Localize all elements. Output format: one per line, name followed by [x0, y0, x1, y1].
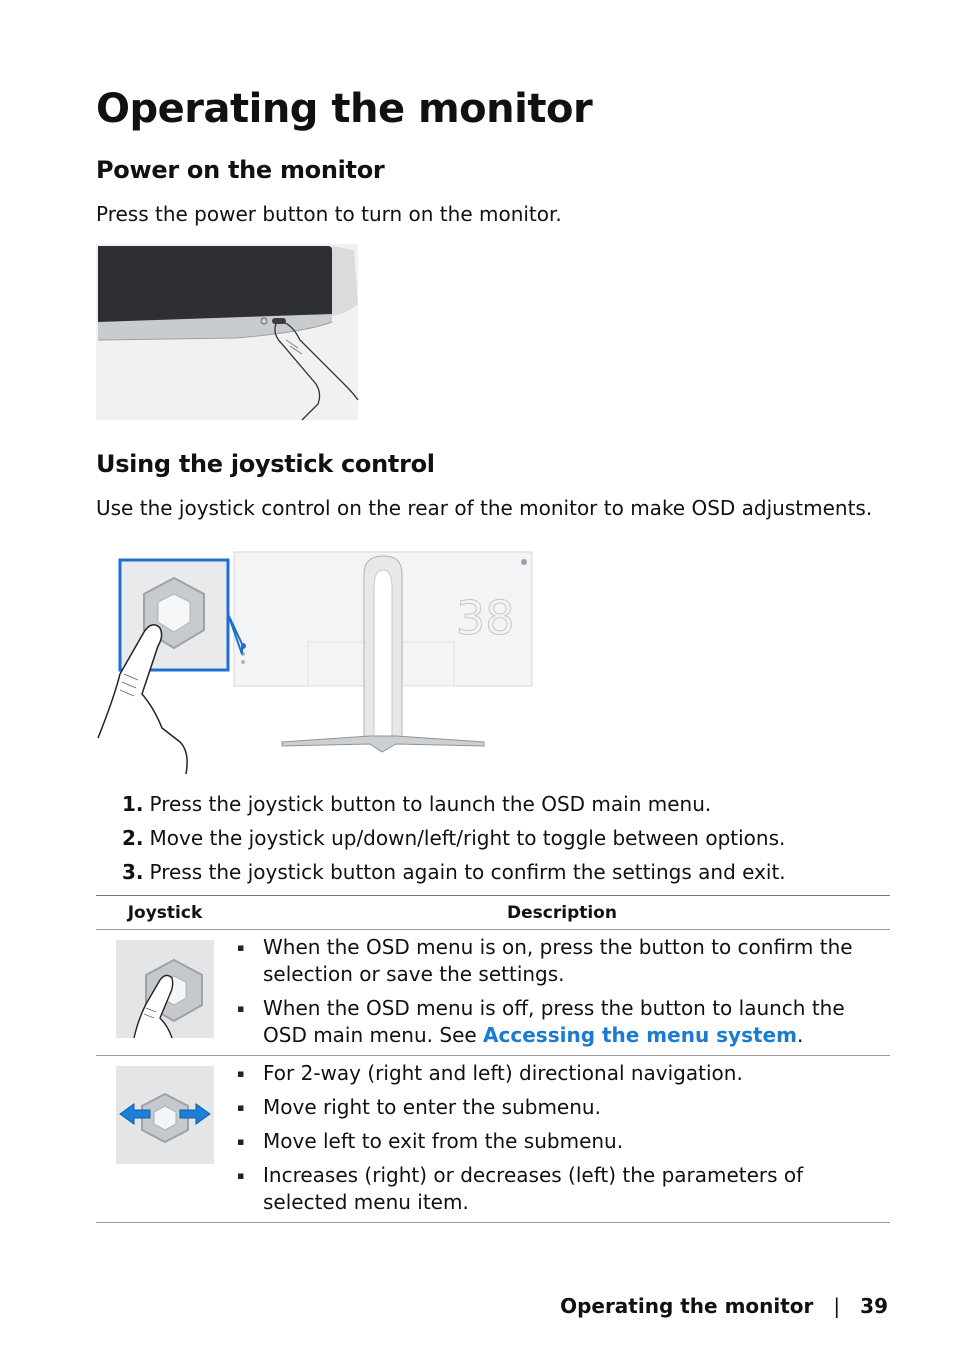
step-number: 2.: [122, 826, 144, 850]
joystick-rear-illustration: [96, 548, 536, 780]
step-item: [122, 824, 882, 858]
bullet-text: Increases (right) or decreases (left) the parameters of selected menu item.: [263, 1163, 804, 1214]
column-header-joystick: Joystick: [96, 896, 234, 930]
joystick-table: [96, 895, 890, 1223]
list-item: [234, 995, 890, 1049]
step-number: 3.: [122, 860, 144, 884]
page-title: Operating the monitor: [96, 86, 593, 132]
bullet-text: Move left to exit from the submenu.: [263, 1129, 624, 1153]
list-item: [234, 1094, 890, 1121]
table-row: [96, 1056, 890, 1223]
step-text: Move the joystick up/down/left/right to toggle between options.: [149, 826, 786, 850]
bullet-text: When the OSD menu is on, press the button to confirm the selection or save the settings.: [263, 935, 853, 986]
list-item: [234, 934, 890, 988]
table-row: [96, 930, 890, 1056]
joystick-cell: [96, 930, 234, 1056]
joystick-instruction: Use the joystick control on the rear of the monitor to make OSD adjustments.: [96, 496, 873, 520]
bullet-trailing-text: .: [796, 1023, 804, 1047]
bullet-text: For 2-way (right and left) directional navigation.: [263, 1061, 743, 1085]
bullet-text: When the OSD menu is off, press the button to launch the OSD main menu. See: [263, 996, 845, 1047]
section-heading-joystick: Using the joystick control: [96, 450, 435, 478]
description-cell: [234, 1056, 890, 1223]
description-cell: [234, 930, 890, 1056]
list-item: [234, 1060, 890, 1087]
list-item: [234, 1162, 890, 1216]
table-header-row: [96, 896, 890, 930]
column-header-description: Description: [234, 896, 890, 930]
steps-list: [122, 790, 882, 892]
step-item: [122, 858, 882, 892]
page-number: 39: [860, 1294, 888, 1318]
section-heading-power: Power on the monitor: [96, 156, 385, 184]
footer-separator: |: [833, 1294, 841, 1318]
monitor-model-badge: 38: [456, 591, 515, 645]
bullet-text: Move right to enter the submenu.: [263, 1095, 601, 1119]
joystick-cell: [96, 1056, 234, 1223]
footer-section-title: Operating the monitor: [560, 1294, 814, 1318]
step-text: Press the joystick button to launch the OSD main menu.: [149, 792, 712, 816]
joystick-left-right-icon: [116, 1066, 214, 1164]
power-instruction: Press the power button to turn on the monitor.: [96, 202, 562, 226]
step-item: [122, 790, 882, 824]
accessing-menu-system-link[interactable]: Accessing the menu system: [483, 1023, 797, 1047]
page-footer: [560, 1294, 888, 1318]
step-number: 1.: [122, 792, 144, 816]
power-button-illustration: [96, 244, 366, 422]
joystick-press-icon: [116, 940, 214, 1038]
step-text: Press the joystick button again to confirm the settings and exit.: [149, 860, 786, 884]
list-item: [234, 1128, 890, 1155]
